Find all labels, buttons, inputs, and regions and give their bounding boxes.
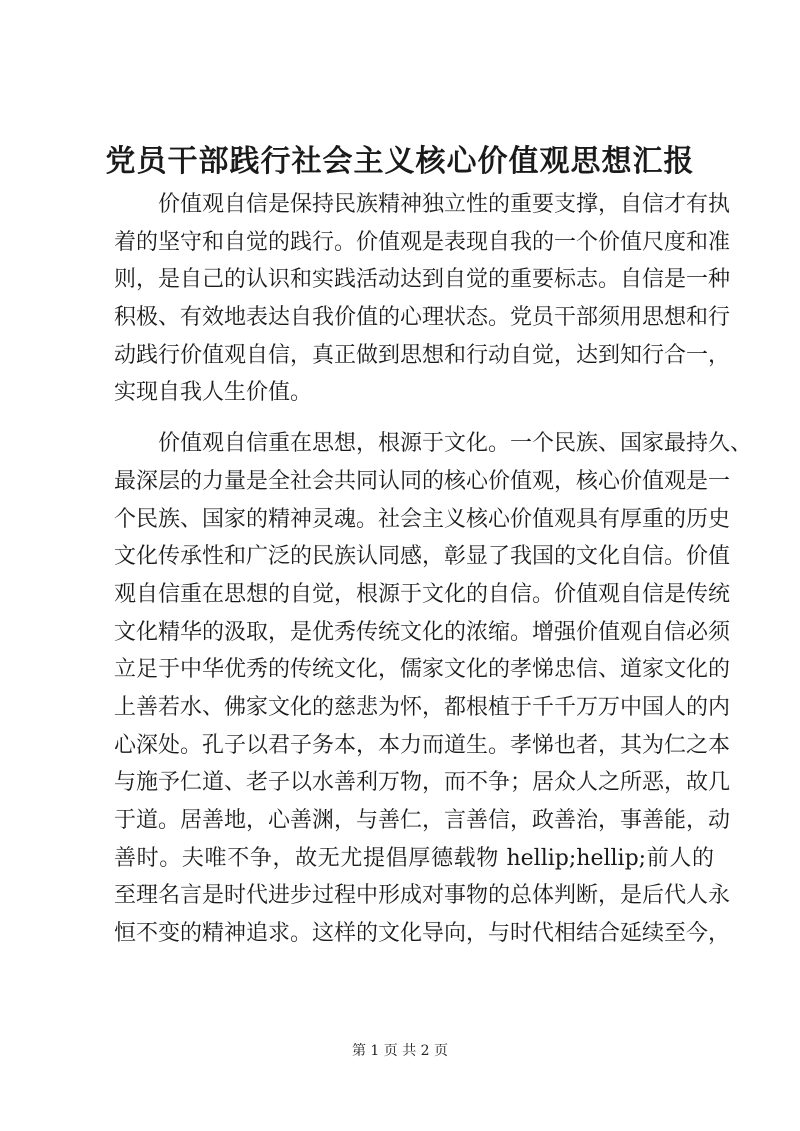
paragraph-line: 善时。夫唯不争，故无尤提倡厚德载物 hellip;hellip;前人的 bbox=[114, 845, 714, 871]
paragraph-line: 动践行价值观自信，真正做到思想和行动自觉，达到知行合一， bbox=[114, 342, 731, 368]
paragraph-line: 至理名言是时代进步过程中形成对事物的总体判断，是后代人永 bbox=[114, 883, 731, 909]
paragraph-line: 立足于中华优秀的传统文化，儒家文化的孝悌忠信、道家文化的 bbox=[114, 657, 731, 683]
paragraph-2 bbox=[114, 425, 753, 953]
paragraph-spacer bbox=[114, 412, 714, 425]
paragraph-line: 着的坚守和自觉的践行。价值观是表现自我的一个价值尺度和准 bbox=[114, 229, 731, 255]
paragraph-line: 积极、有效地表达自我价值的心理状态。党员干部须用思想和行 bbox=[114, 305, 731, 331]
paragraph-1 bbox=[114, 186, 731, 412]
document-title: 党员干部践行社会主义核心价值观思想汇报 bbox=[105, 144, 695, 179]
paragraph-line: 恒不变的精神追求。这样的文化导向，与时代相结合延续至今， bbox=[114, 921, 731, 947]
paragraph-line: 于道。居善地，心善渊，与善仁，言善信，政善治，事善能，动 bbox=[114, 808, 731, 833]
page-number-footer: 第 1 页 共 2 页 bbox=[351, 1043, 449, 1059]
paragraph-line: 价值观自信是保持民族精神独立性的重要支撑，自信才有执 bbox=[158, 192, 731, 217]
paragraph-line: 上善若水、佛家文化的慈悲为怀，都根植于千千万万中国人的内 bbox=[114, 694, 731, 720]
document-body bbox=[114, 186, 753, 953]
paragraph-line: 文化精华的汲取，是优秀传统文化的浓缩。增强价值观自信必须 bbox=[114, 619, 731, 645]
paragraph-line: 与施予仁道、老子以水善利万物，而不争；居众人之所恶，故几 bbox=[114, 770, 731, 796]
paragraph-line: 价值观自信重在思想，根源于文化。一个民族、国家最持久、 bbox=[158, 431, 753, 457]
paragraph-line: 观自信重在思想的自觉，根源于文化的自信。价值观自信是传统 bbox=[114, 581, 731, 607]
paragraph-line: 心深处。孔子以君子务本，本力而道生。孝悌也者，其为仁之本 bbox=[114, 732, 731, 758]
paragraph-line: 文化传承性和广泛的民族认同感，彰显了我国的文化自信。价值 bbox=[114, 544, 731, 570]
paragraph-line: 个民族、国家的精神灵魂。社会主义核心价值观具有厚重的历史 bbox=[114, 506, 731, 532]
paragraph-line: 实现自我人生价值。 bbox=[114, 380, 313, 406]
paragraph-line: 最深层的力量是全社会共同认同的核心价值观，核心价值观是一 bbox=[114, 468, 731, 494]
paragraph-line: 则，是自己的认识和实践活动达到自觉的重要标志。自信是一种 bbox=[114, 267, 731, 293]
